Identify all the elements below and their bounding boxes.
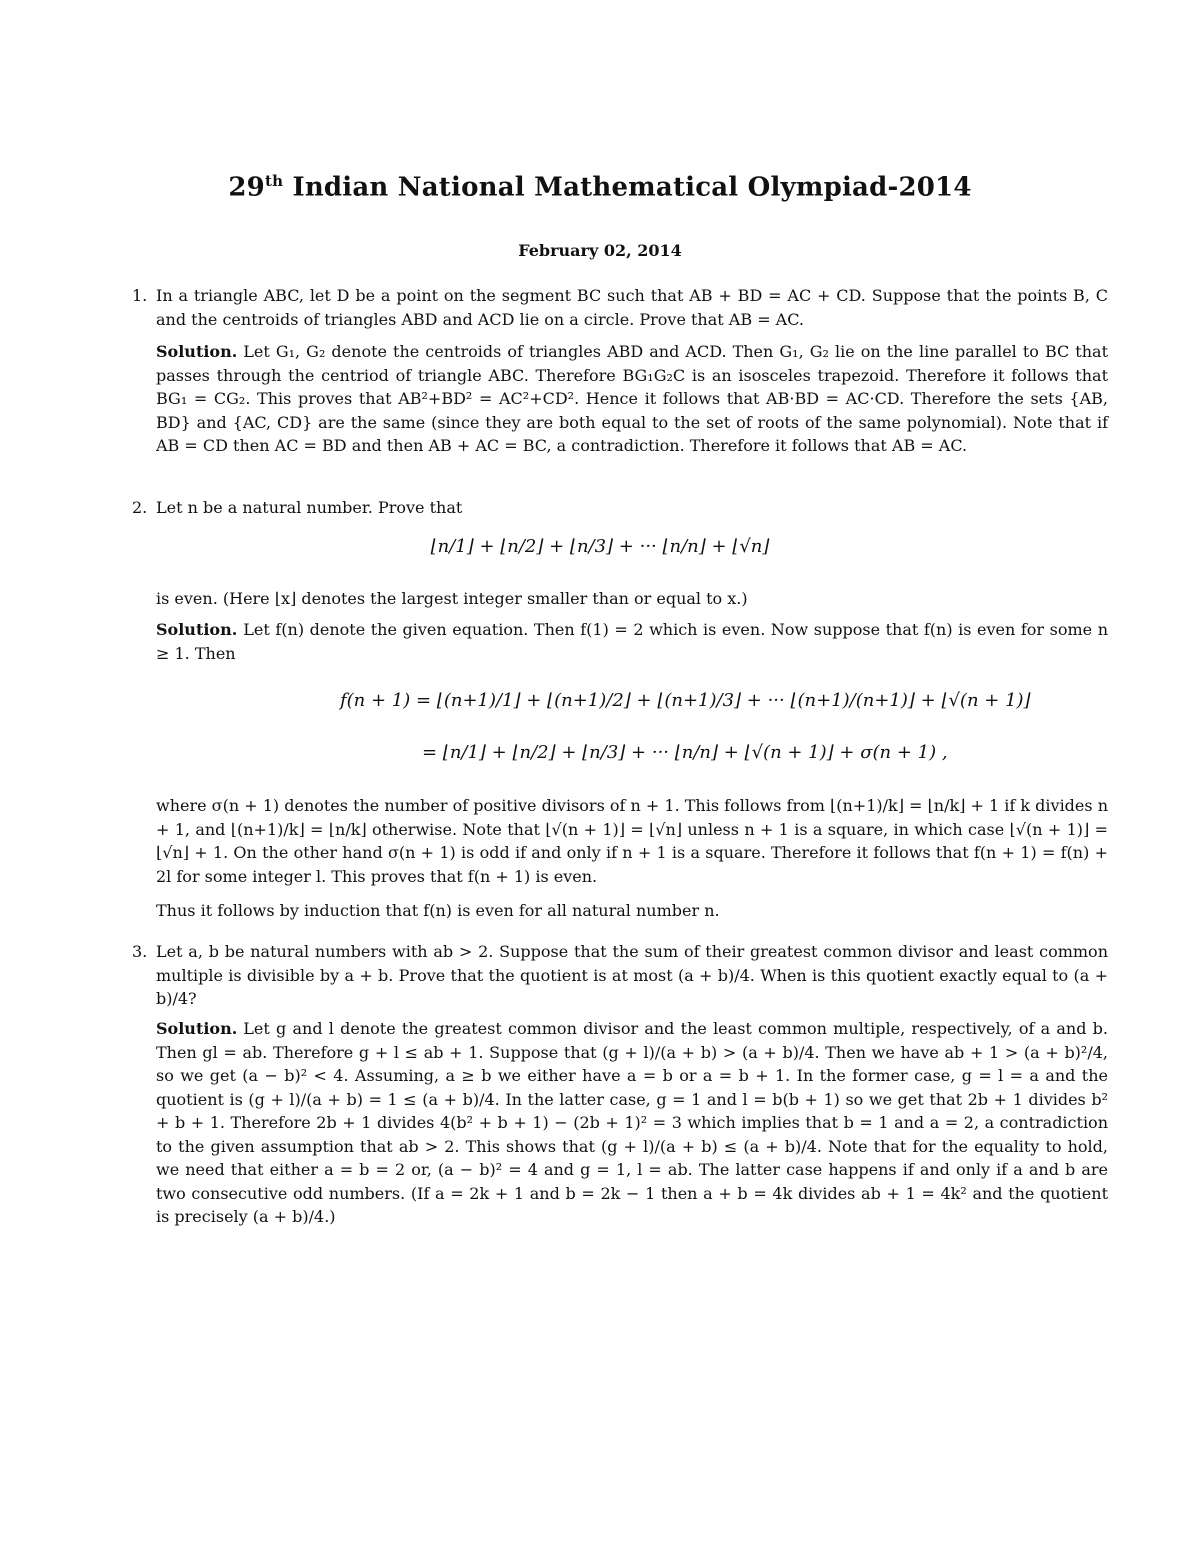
solution-label: Solution. xyxy=(156,620,238,639)
problem-2-statement: Let n be a natural number. Prove that xyxy=(156,498,463,517)
problem-2-display-equation: ⌊n/1⌋ + ⌊n/2⌋ + ⌊n/3⌋ + ··· ⌊n/n⌋ + ⌊√n⌋ xyxy=(430,536,770,557)
problem-2-solution-continued: where σ(n + 1) denotes the number of positive divisors of n + 1. This follows from ⌊(n+1)/k⌋ = ⌊n/k⌋ + 1 if k divides n + 1, and ⌊(n+1)/k⌋ = ⌊n/k⌋ otherwise. Note that ⌊√(n + 1)⌋ = ⌊√n⌋ unless n + 1 is a square, in which case ⌊√(n + 1)⌋ = ⌊√n⌋ + 1. On the other hand σ(n + 1) is odd if and only if n + 1 is a square. Therefore it follows that f(n + 1) = f(n) + 2l for some integer l. This proves that f(n + 1) is even. xyxy=(156,796,1108,886)
problem-3-statement: Let a, b be natural numbers with ab > 2. Suppose that the sum of their greatest common divisor and least common multiple is divisible by a + b. Prove that the quotient is at most (a + b)/4. When is this quotient exactly equal to (a + b)/4? xyxy=(156,942,1108,1008)
solution-label: Solution. xyxy=(156,342,238,361)
problem-2-equation-line-2: = ⌊n/1⌋ + ⌊n/2⌋ + ⌊n/3⌋ + ··· ⌊n/n⌋ + ⌊√(n + 1)⌋ + σ(n + 1) , xyxy=(422,742,948,763)
document-date: February 02, 2014 xyxy=(518,241,682,260)
solution-label: Solution. xyxy=(156,1019,238,1038)
problem-2-after-display: is even. (Here ⌊x⌋ denotes the largest integer smaller than or equal to x.) xyxy=(156,589,748,608)
problem-2-number: 2. xyxy=(132,498,148,517)
problem-1-solution: Solution. Let G₁, G₂ denote the centroids of triangles ABD and ACD. Then G₁, G₂ lie on the line parallel to BC that passes through the centriod of triangle ABC. Therefore BG₁G₂C is an isosceles trapezoid. Therefore it follows that BG₁ = CG₂. This proves that AB²+BD² = AC²+CD². Hence it follows that AB·BD = AC·CD. Therefore the sets {AB, BD} and {AC, CD} are the same (since they are both equal to the set of roots of the same polynomial). Note that if AB = CD then AC = BD and then AB + AC = BC, a contradiction. Therefore it follows that AB = AC. xyxy=(156,342,1108,455)
problem-3-number: 3. xyxy=(132,942,148,961)
problem-2-solution: Solution. Let f(n) denote the given equation. Then f(1) = 2 which is even. Now suppose that f(n) is even for some n ≥ 1. Then xyxy=(156,620,1108,663)
problem-1-statement: In a triangle ABC, let D be a point on the segment BC such that AB + BD = AC + CD. Suppose that the points B, C and the centroids of triangles ABD and ACD lie on a circle. Prove that AB = AC. xyxy=(156,286,1108,329)
problem-2-conclusion: Thus it follows by induction that f(n) is even for all natural number n. xyxy=(156,901,720,920)
problem-2-equation-line-1: f(n + 1) = ⌊(n+1)/1⌋ + ⌊(n+1)/2⌋ + ⌊(n+1)/3⌋ + ··· ⌊(n+1)/(n+1)⌋ + ⌊√(n + 1)⌋ xyxy=(340,690,1031,711)
page-title: 29th Indian National Mathematical Olympiad-2014 xyxy=(228,172,972,203)
problem-1-number: 1. xyxy=(132,286,148,305)
problem-3-solution: Solution. Let g and l denote the greatest common divisor and the least common multiple, respectively, of a and b. Then gl = ab. Therefore g + l ≤ ab + 1. Suppose that (g + l)/(a + b) > (a + b)/4. Then we have ab + 1 > (a + b)²/4, so we get (a − b)² < 4. Assuming, a ≥ b we either have a = b or a = b + 1. In the former case, g = l = a and the quotient is (g + l)/(a + b) = 1 ≤ (a + b)/4. In the latter case, g = 1 and l = b(b + 1) so we get that 2b + 1 divides b² + b + 1. Therefore 2b + 1 divides 4(b² + b + 1) − (2b + 1)² = 3 which implies that b = 1 and a = 2, a contradiction to the given assumption that ab > 2. This shows that (g + l)/(a + b) ≤ (a + b)/4. Note that for the equality to hold, we need that either a = b = 2 or, (a − b)² = 4 and g = 1, l = ab. The latter case happens if and only if a and b are two consecutive odd numbers. (If a = 2k + 1 and b = 2k − 1 then a + b = 4k divides ab + 1 = 4k² and the quotient is precisely (a + b)/4.) xyxy=(156,1019,1108,1226)
